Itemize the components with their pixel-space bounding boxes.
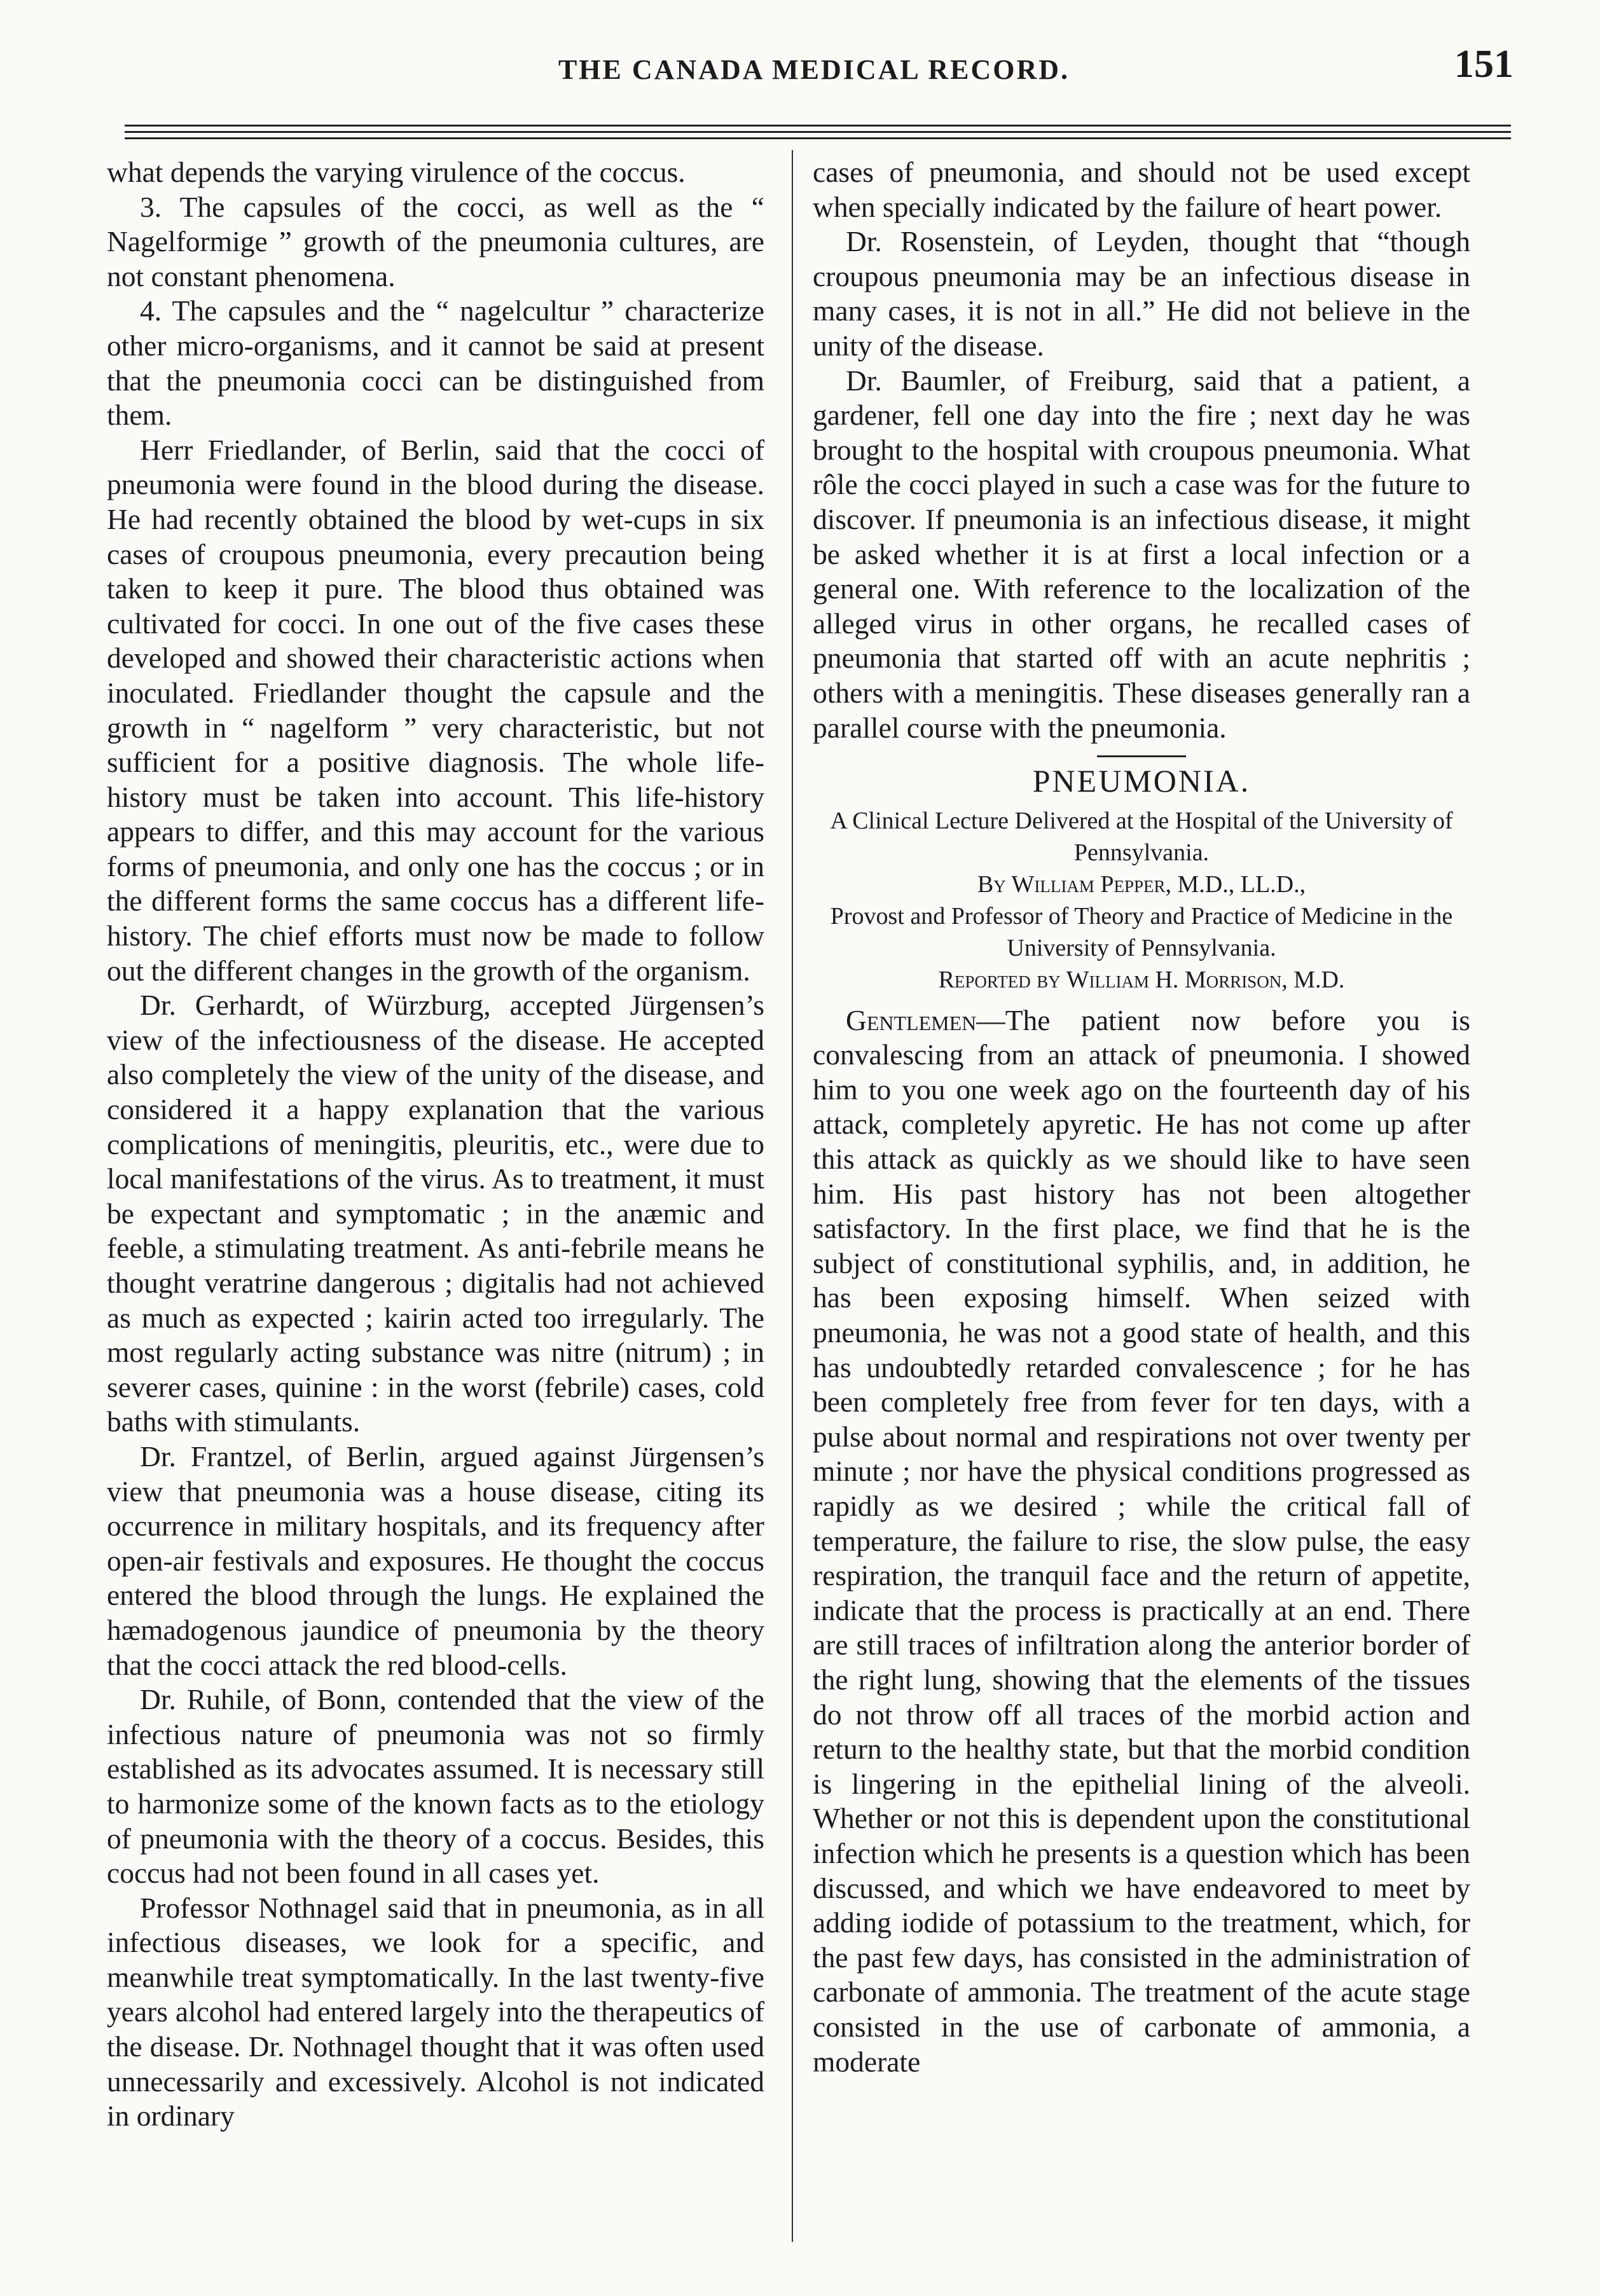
running-title: THE CANADA MEDICAL RECORD. bbox=[558, 54, 1070, 85]
column-divider bbox=[792, 150, 793, 2242]
paragraph: Professor Nothnagel said that in pneumonia, as in all infectious diseases, we look for a specific, and meanwhile treat symptomatically. In the last twenty-five years alcohol had entered largely into the therapeutics of the disease. Dr. Nothnagel thought that it was often used unnecessarily and excessively. Alcohol is not indicated in ordinary bbox=[107, 1891, 764, 2133]
paragraph: 3. The capsules of the cocci, as well as the “ Nagelformige ” growth of the pneumonia cultures, are not constant phenomena. bbox=[107, 190, 764, 292]
paragraph: Herr Friedlander, of Berlin, said that the cocci of pneumonia were found in the blood during the disease. He had recently obtained the blood by wet-cups in six cases of croupous pneumonia, every precaution being taken to keep it pure. The blood thus obtained was cultivated for cocci. In one out of the five cases these developed and showed their characteristic actions when inoculated. Friedlander thought the capsule and the growth in “ nagelform ” very characteristic, but not sufficient for a positive diagnosis. The whole life-history must be taken into account. This life-history appears to differ, and this may account for the various forms of pneumonia, and only one has the coccus ; or in the different forms the same coccus has a different life-history. The chief efforts must now be made to follow out the different changes in the growth of the organism. bbox=[107, 433, 764, 987]
article-body bbox=[813, 1003, 1470, 2079]
section-rule bbox=[1097, 755, 1186, 757]
article-reporter: Reported by William H. Morrison, M.D. bbox=[938, 966, 1345, 993]
header-rule-bottom bbox=[125, 131, 1511, 133]
header-rule-bottom-2 bbox=[125, 137, 1511, 139]
page-number: 151 bbox=[1454, 43, 1514, 86]
right-column bbox=[813, 155, 1470, 2079]
left-column bbox=[107, 155, 764, 2134]
article-subtitle: A Clinical Lecture Delivered at the Hospital of the University of Pennsylvania. bbox=[830, 807, 1453, 866]
page-header bbox=[114, 43, 1514, 102]
paragraph: Dr. Ruhile, of Bonn, contended that the view of the infectious nature of pneumonia was not so firmly established as its advocates assumed. It is necessary still to harmonize some of the known facts as to the etiology of pneumonia with the theory of a coccus. Besides, this coccus had not been found in all cases yet. bbox=[107, 1683, 764, 1890]
paragraph: Dr. Gerhardt, of Würzburg, accepted Jürgensen’s view of the infectiousness of the disease. He accepted also completely the view of the unity of the disease, and considered it a happy explanation that the various complications of meningitis, pleuritis, etc., were due to local manifestations of the virus. As to treatment, it must be expectant and symptomatic ; in the anæmic and feeble, a stimulating treatment. As anti-febrile means he thought veratrine dangerous ; digitalis had not achieved as much as expected ; kairin acted too irregularly. The most regularly acting substance was nitre (nitrum) ; in severer cases, quinine : in the worst (febrile) cases, cold baths with stimulants. bbox=[107, 989, 764, 1438]
paragraph: 4. The capsules and the “ nagelcultur ” characterize other micro-organisms, and it cannot be said at present that the pneumonia cocci can be distinguished from them. bbox=[107, 294, 764, 432]
salutation: Gentlemen bbox=[846, 1003, 977, 1036]
paragraph: cases of pneumonia, and should not be used except when specially indicated by the failure of heart power. bbox=[813, 156, 1470, 223]
paragraph: what depends the varying virulence of the coccus. bbox=[107, 156, 686, 188]
paragraph: Dr. Baumler, of Freiburg, said that a patient, a gardener, fell one day into the fire ; next day he was brought to the hospital with croupous pneumonia. What rôle the cocci played in such a case was for the future to discover. If pneumonia is an infectious disease, it might be asked whether it is at first a local infection or a general one. With reference to the localization of the alleged virus in other organs, he recalled cases of pneumonia that started off with an acute nephritis ; others with a meningitis. These diseases generally ran a parallel course with the pneumonia. bbox=[813, 364, 1470, 744]
article-author-title: Provost and Professor of Theory and Practice of Medicine in the University of Pennsylvania. bbox=[830, 902, 1453, 961]
article-author: By William Pepper, M.D., LL.D., bbox=[977, 870, 1306, 898]
paragraph: Dr. Rosenstein, of Leyden, thought that “though croupous pneumonia may be an infectious disease in many cases, it is not in all.” He did not believe in the unity of the disease. bbox=[813, 225, 1470, 362]
article-title: PNEUMONIA. bbox=[1032, 763, 1251, 799]
paragraph: Dr. Frantzel, of Berlin, argued against Jürgensen’s view that pneumonia was a house disease, citing its occurrence in military hospitals, and its frequency after open-air festivals and exposures. He thought the coccus entered the blood through the lungs. He explained the hæmadogenous jaundice of pneumonia by the theory that the cocci attack the red blood-cells. bbox=[107, 1440, 764, 1681]
header-rule-top bbox=[125, 125, 1511, 127]
article-body-text: —The patient now before you is convalescing from an attack of pneumonia. I showed him to you one week ago on the fourteenth day of his attack, completely apyretic. He has not come up after this attack as quickly as we should like to have seen him. His past history has not been altogether satisfactory. In the first place, we find that he is the subject of constitutional syphilis, and, in addition, he has been exposing himself. When seized with pneumonia, he was not a good state of health, and this has undoubtedly retarded convalescence ; for he has been completely free from fever for ten days, with a pulse about normal and respirations not over twenty per minute ; nor have the physical conditions progressed as rapidly as we desired ; while the critical fall of temperature, the failure to rise, the slow pulse, the easy respiration, the tranquil face and the return of appetite, indicate that the process is practically at an end. There are still traces of infiltration along the anterior border of the right lung, showing that the elements of the tissues do not throw off all traces of the morbid action and return to the healthy state, but that the morbid condition is lingering in the epithelial lining of the alveoli. Whether or not this is dependent upon the constitutional infection which he presents is a question which has been discussed, and which we have endeavored to meet by adding iodide of potassium to the treatment, which, for the past few days, has consisted in the administration of carbonate of ammonia. The treatment of the acute stage consisted in the use of carbonate of ammonia, a moderate bbox=[813, 1003, 1470, 2078]
